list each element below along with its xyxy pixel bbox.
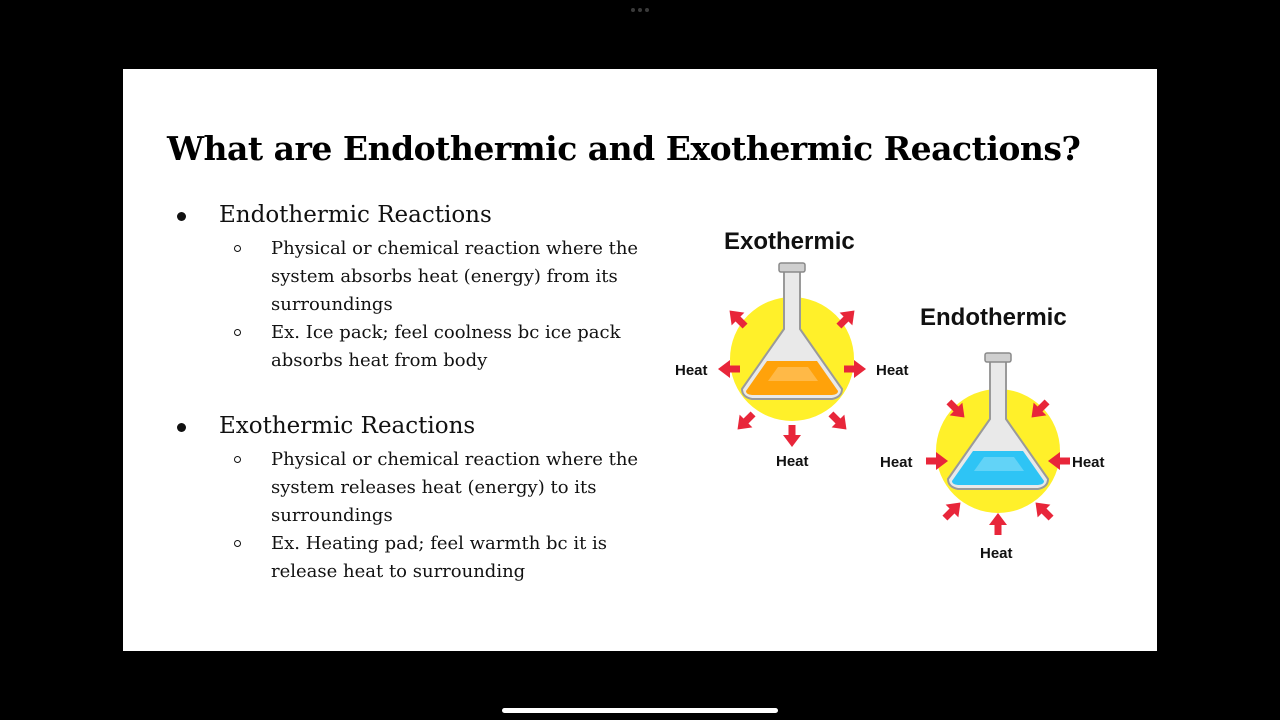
window-handle-dots[interactable] <box>631 8 649 12</box>
slide-title: What are Endothermic and Exothermic Reactions? <box>167 129 1081 168</box>
heat-label-bottom: Heat <box>980 545 1013 562</box>
sub-bullet-circle-icon <box>234 456 241 463</box>
home-indicator-bar[interactable] <box>502 708 778 713</box>
bullet-dot-icon <box>177 423 186 432</box>
exothermic-illustration <box>675 228 909 470</box>
sub-bullet-endothermic-definition <box>271 235 641 319</box>
sub-bullet-circle-icon <box>234 245 241 252</box>
heat-label-right: Heat <box>876 362 909 379</box>
sub-bullet-text: Ex. Ice pack; feel coolness bc ice pack absorbs heat from body <box>271 322 621 371</box>
sub-bullet-text: Physical or chemical reaction where the system absorbs heat (energy) from its surroundings <box>271 238 639 315</box>
bullet-heading-text: Exothermic Reactions <box>219 413 476 439</box>
heat-label-left: Heat <box>880 454 913 471</box>
heat-label-bottom: Heat <box>776 453 809 470</box>
sub-bullet-exothermic-example <box>271 530 641 586</box>
exo-endo-diagram <box>668 209 1128 629</box>
slide <box>123 69 1157 651</box>
bullet-dot-icon <box>177 212 186 221</box>
bullet-heading-text: Endothermic Reactions <box>219 202 492 228</box>
sub-bullet-circle-icon <box>234 540 241 547</box>
endothermic-illustration <box>880 304 1105 562</box>
sub-bullet-text: Ex. Heating pad; feel warmth bc it is release heat to surrounding <box>271 533 608 582</box>
endothermic-label: Endothermic <box>920 304 1067 331</box>
heat-label-left: Heat <box>675 362 708 379</box>
sub-bullet-endothermic-example <box>271 319 641 375</box>
exothermic-label: Exothermic <box>724 228 855 255</box>
bullet-heading-endothermic <box>219 202 639 228</box>
sub-bullet-text: Physical or chemical reaction where the system releases heat (energy) to its surroundings <box>271 449 639 526</box>
sub-bullet-circle-icon <box>234 329 241 336</box>
heat-label-right: Heat <box>1072 454 1105 471</box>
sub-bullet-exothermic-definition <box>271 446 641 530</box>
bullet-heading-exothermic <box>219 413 639 439</box>
